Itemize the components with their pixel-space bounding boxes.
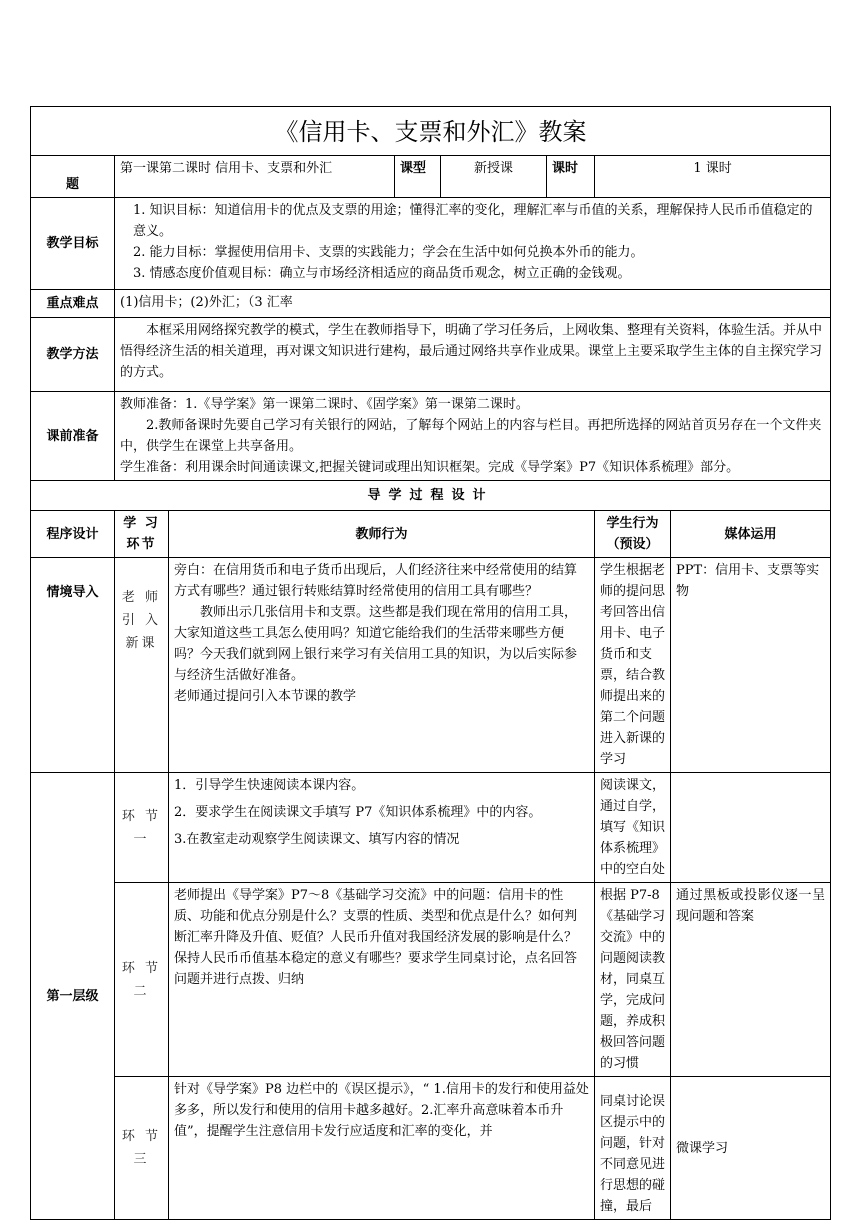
header-teacher: 教师行为 xyxy=(169,511,595,558)
level1-program: 第一层级 xyxy=(31,773,115,1220)
hours-label: 课时 xyxy=(547,156,595,198)
page-title: 《信用卡、支票和外汇》教案 xyxy=(31,107,831,156)
level1-student-2: 根据 P7-8《基础学习交流》中的问题阅读教材，同桌互学，完成问题，养成积极回答问题的习惯 xyxy=(595,883,671,1077)
level1-stage-1: 环 节 一 xyxy=(115,773,169,883)
level1-teacher-2: 老师提出《导学案》P7～8《基础学习交流》中的问题：信用卡的性质、功能和优点分别是什么？支票的性质、类型和优点是什么？如何判断汇率升降及升值、贬值？人民币升值对我国经济发展的影响是什么？保持人民币币值基本稳定的意义有哪些？要求学生同桌讨论，点名回答问题并进行点拨、归纳 xyxy=(169,883,595,1077)
level1-student-1: 阅读课文，通过自学，填写《知识体系梳理》中的空白处 xyxy=(595,773,671,883)
intro-teacher xyxy=(169,558,595,773)
level1-stage-3: 环 节 三 xyxy=(115,1077,169,1220)
intro-stage: 老 师 引 入 新课 xyxy=(115,558,169,773)
prep-line: 2.教师备课时先要自己学习有关银行的网站，了解每个网站上的内容与栏目。再把所选择的网站首页另存在一个文件夹中，供学生在课堂上共享备用。 xyxy=(120,418,822,454)
level1-stage-2: 环 节 二 xyxy=(115,883,169,1077)
header-program: 程序设计 xyxy=(31,511,115,558)
intro-teacher-text: 旁白：在信用货币和电子货币出现后，人们经济往来中经常使用的结算方式有哪些？通过银行转账结算时经常使用的信用工具有哪些？ xyxy=(174,563,578,599)
header-stage: 学 习 环节 xyxy=(115,511,169,558)
level1-teacher-3: 针对《导学案》P8 边栏中的《误区提示》，“ 1.信用卡的发行和使用益处多多，所以发行和使用的信用卡越多越好。2.汇率升高意味着本币升值”，提醒学生注意信用卡发行应适度和汇率的变化，并 xyxy=(169,1077,595,1220)
goal-item: 1. 知识目标：知道信用卡的优点及支票的用途；懂得汇率的变化，理解汇率与币值的关系，理解保持人民币币值稳定的意义。 xyxy=(133,203,813,239)
level1-media-2: 通过黑板或投影仪逐一呈现问题和答案 xyxy=(671,883,831,1077)
prep-label: 课前准备 xyxy=(31,392,115,481)
topic-value: 第一课第二课时 信用卡、支票和外汇 xyxy=(115,156,395,198)
header-media: 媒体运用 xyxy=(671,511,831,558)
goals-content xyxy=(115,198,831,290)
type-label: 课型 xyxy=(395,156,441,198)
topic-label: 题 xyxy=(31,156,115,198)
header-student: 学生行为（预设） xyxy=(595,511,671,558)
lesson-plan-table xyxy=(30,106,831,1220)
intro-teacher-text: 教师出示几张信用卡和支票。这些都是我们现在常用的信用工具，大家知道这些工具怎么使用吗？知道它能给我们的生活带来哪些方便吗？今天我们就到网上银行来学习有关信用工具的知识，为以后实际参与经济生活做好准备。 xyxy=(174,605,578,683)
prep-content xyxy=(115,392,831,481)
teacher-step: 2．要求学生在阅读课文手填写 P7《知识体系梳理》中的内容。 xyxy=(174,805,542,820)
hours-value: 1 课时 xyxy=(595,156,831,198)
level1-media-1 xyxy=(671,773,831,883)
prep-line: 教师准备：1.《导学案》第一课第二课时、《固学案》第一课第二课时。 xyxy=(120,397,529,412)
methods-label: 教学方法 xyxy=(31,318,115,392)
goal-item: 3. 情感态度价值观目标：确立与市场经济相适应的商品货币观念，树立正确的金钱观。 xyxy=(133,266,631,281)
teacher-step: 3.在教室走动观察学生阅读课文、填写内容的情况 xyxy=(174,832,460,847)
level1-student-3: 同桌讨论误区提示中的问题，针对不同意见进行思想的碰撞，最后 xyxy=(595,1077,671,1220)
prep-line: 学生准备：利用课余时间通读课文,把握关键词或理出知识框架。完成《导学案》P7《知识体系梳理》部分。 xyxy=(120,460,740,475)
key-points-content: (1)信用卡；(2)外汇；（3 汇率 xyxy=(115,290,831,318)
type-value: 新授课 xyxy=(441,156,547,198)
intro-teacher-text: 老师通过提问引入本节课的教学 xyxy=(174,689,357,704)
goals-label: 教学目标 xyxy=(31,198,115,290)
intro-program: 情境导入 xyxy=(31,558,115,773)
level1-media-3: 微课学习 xyxy=(671,1077,831,1220)
intro-student: 学生根据老师的提问思考回答出信用卡、电子货币和支票，结合教师提出来的第二个问题进入新课的学习 xyxy=(595,558,671,773)
methods-content: 本框采用网络探究教学的模式，学生在教师指导下，明确了学习任务后，上网收集、整理有关资料，体验生活。并从中悟得经济生活的相关道理，再对课文知识进行建构，最后通过网络共享作业成果。课堂上主要采取学生主体的自主探究学习的方式。 xyxy=(115,318,831,392)
lesson-plan-page xyxy=(30,106,830,1220)
process-section-title: 导学过程设计 xyxy=(31,481,831,511)
key-points-label: 重点难点 xyxy=(31,290,115,318)
teacher-step: 1．引导学生快速阅读本课内容。 xyxy=(174,778,365,793)
goal-item: 2. 能力目标：掌握使用信用卡、支票的实践能力；学会在生活中如何兑换本外币的能力。 xyxy=(133,245,644,260)
intro-media: PPT：信用卡、支票等实物 xyxy=(671,558,831,773)
level1-teacher-1 xyxy=(169,773,595,883)
